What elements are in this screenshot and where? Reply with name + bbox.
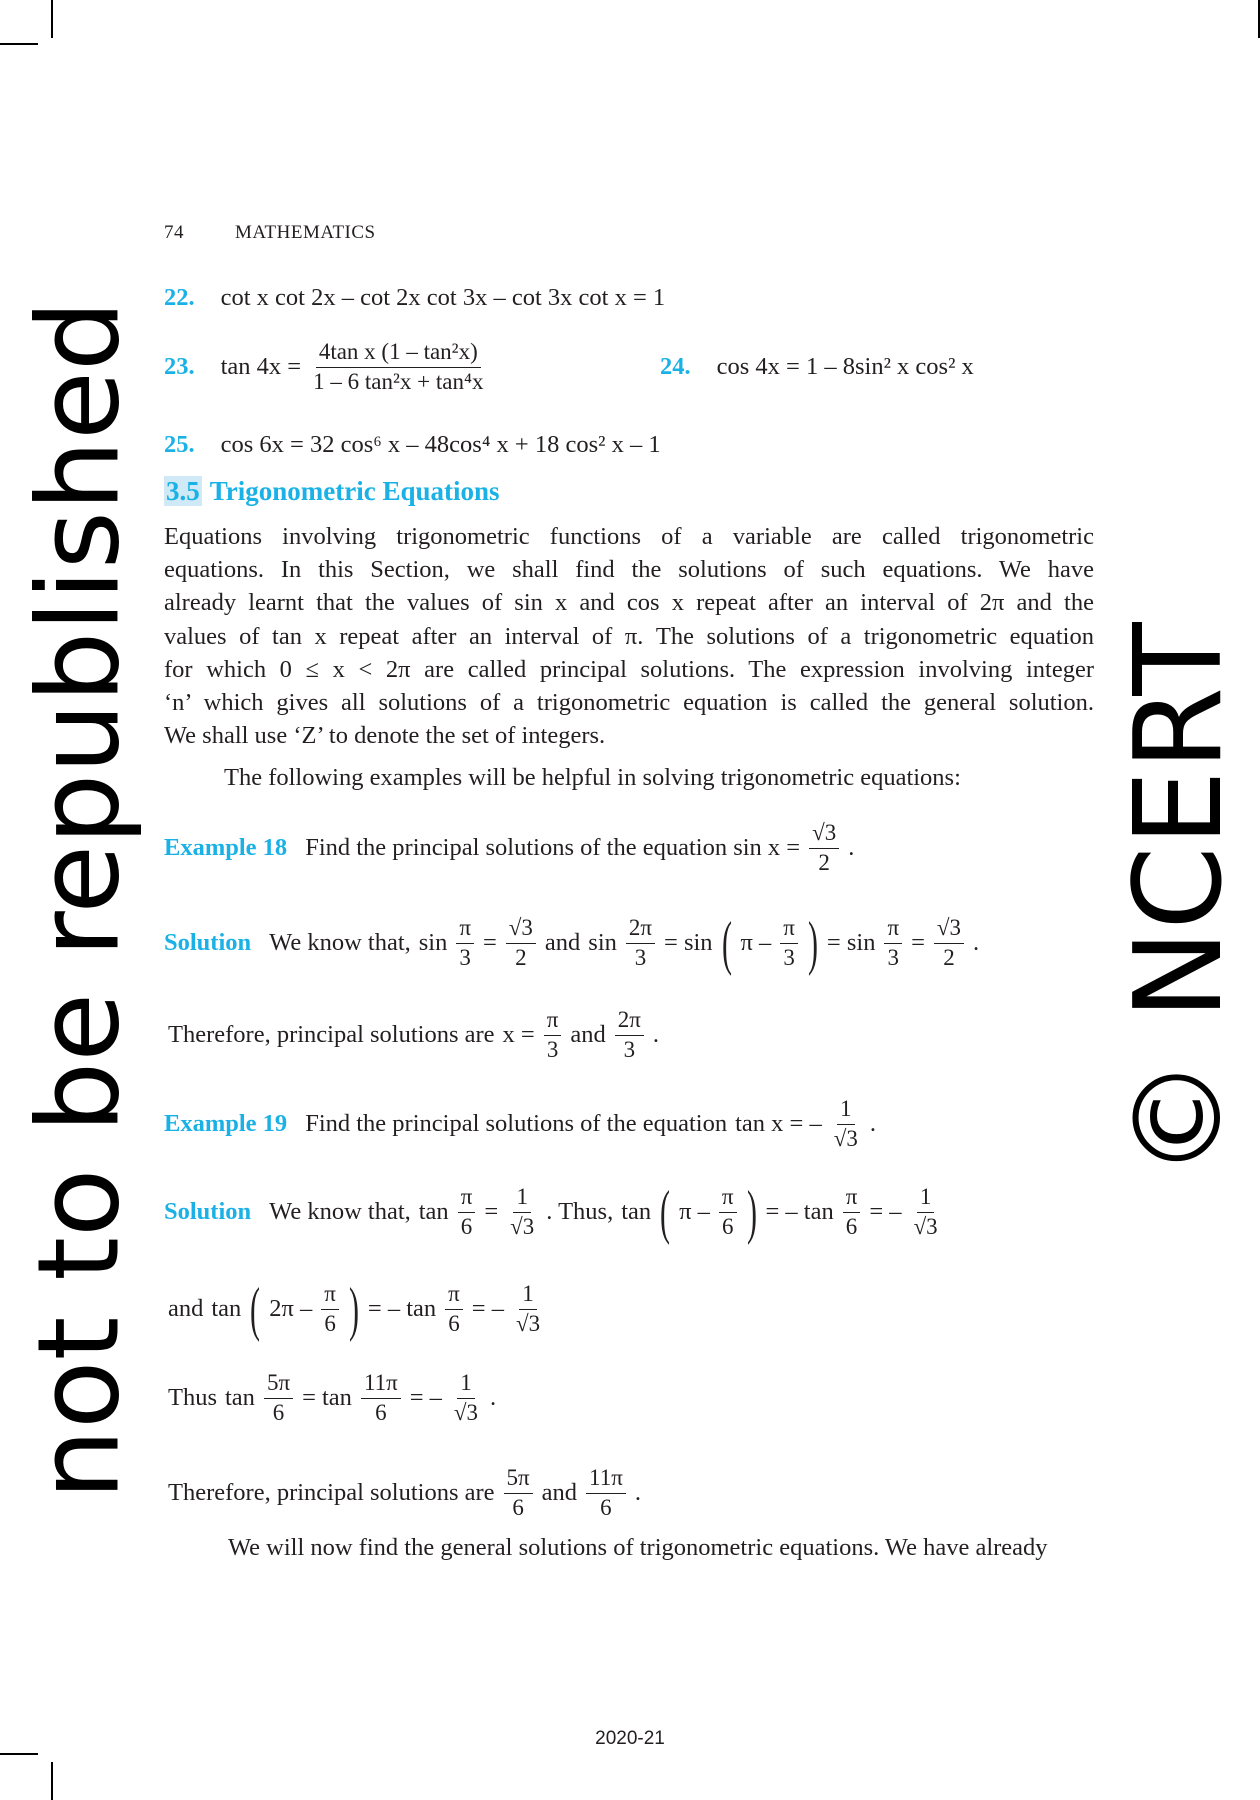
math-text: Therefore, principal solutions are [168,1021,495,1048]
paragraph-line: Equations involving trigonometric functions of a variable are called trigonometric [164,523,1094,550]
fraction-denominator: 3 [634,944,647,970]
exercise-24 [660,332,978,402]
example-19 [164,1089,880,1159]
paragraph-line: values of tan x repeat after an interval of π. The solutions of a trigonometric equation [164,622,1094,650]
example-18 [164,813,858,883]
fraction-numerator: π [843,1183,861,1213]
fraction-numerator: 2π [626,914,655,944]
fraction [884,914,902,973]
fraction [506,914,536,973]
section-title: Trigonometric Equations [209,476,500,506]
math-text: sin [418,929,448,956]
fraction-denominator: 6 [512,1494,524,1520]
fraction [513,1280,543,1339]
math-text: We know that, [269,929,411,956]
example-label: Example 19 [164,1110,288,1137]
fraction-numerator: 5π [264,1369,293,1399]
page-number: 74 [164,222,184,243]
fraction-denominator: 3 [459,944,471,970]
math-text: = tan [302,1384,352,1411]
exercise-22 [164,263,669,333]
fraction-numerator: 1 [457,1369,475,1399]
math-text: tan x = – [735,1110,822,1137]
fraction-numerator: 11π [361,1369,401,1399]
fraction [780,914,798,973]
math-text: Thus [168,1384,217,1411]
conclusion-18 [164,1000,663,1070]
example-label: Solution [164,1198,252,1225]
fraction-denominator: 3 [887,944,900,970]
parenthesis: ( [721,910,732,976]
fraction [310,338,486,397]
fraction-denominator: 3 [623,1036,636,1062]
solution-19-thus [164,1363,500,1433]
fraction-numerator: π [458,1183,476,1213]
math-text: We know that, [269,1198,411,1225]
fraction-denominator: 6 [845,1213,858,1239]
paragraph-line: ‘n’ which gives all solutions of a trigonometric equation is called the general solution. [164,688,1094,716]
fraction [831,1095,861,1154]
math-text: π – [679,1198,710,1225]
parenthesis: ) [807,910,818,976]
math-text: tan 4x = [220,353,302,380]
fraction-numerator: π [544,1006,562,1036]
math-text: . [848,834,855,861]
paragraph-line: equations. In this Section, we shall find the solutions of such equations. We have [164,556,1094,584]
crop-mark [0,43,38,45]
fraction [451,1369,481,1428]
math-text: . [652,1021,659,1048]
solution-19 [164,1177,946,1247]
fraction-denominator: 6 [460,1213,473,1239]
fraction [264,1369,293,1428]
section-heading [164,476,500,507]
fraction-denominator: √3 [510,1213,535,1239]
intro-sentence: The following examples will be helpful in solving trigonometric equations: [224,764,961,791]
fraction-denominator: 6 [600,1494,612,1520]
fraction-denominator: 6 [375,1399,387,1425]
exercise-number: 24. [660,353,691,380]
fraction-denominator: 6 [272,1399,285,1425]
crop-mark [51,1762,53,1800]
fraction-numerator: 1 [513,1183,531,1213]
math-text: cos 4x = 1 – 8sin² x cos² x [716,353,974,380]
math-text: and [544,929,581,956]
math-text: . [973,929,980,956]
fraction-numerator: 1 [519,1280,537,1310]
fraction-denominator: 1 – 6 tan²x + tan⁴x [313,368,484,394]
fraction-numerator: π [780,914,798,944]
fraction [458,1183,476,1242]
math-text: Find the principal solutions of the equation sin x = [305,834,801,861]
math-text: tan [418,1198,449,1225]
fraction-denominator: 2 [943,944,955,970]
paragraph-line: We shall use ‘Z’ to denote the set of integers. [164,722,606,750]
fraction-numerator: 4tan x (1 – tan²x) [316,338,481,368]
watermark-notice: not to be republished [14,300,145,1500]
math-text: and [168,1295,204,1322]
fraction-denominator: 6 [448,1310,460,1336]
fraction-numerator: √3 [809,819,839,849]
fraction-denominator: √3 [913,1213,938,1239]
fraction-numerator: √3 [934,914,964,944]
math-text: = – [869,1198,902,1225]
watermark-copyright: © NCERT [1110,622,1249,1178]
intro-paragraph [164,520,1094,752]
fraction-numerator: 11π [586,1464,626,1494]
math-text: cos 6x = 32 cos⁶ x – 48cos⁴ x + 18 cos² x – 1 [220,431,661,458]
paragraph-line: for which 0 ≤ x < 2π are called principal solutions. The expression involving integer [164,655,1094,683]
math-text: cot x cot 2x – cot 2x cot 3x – cot 3x cot x = 1 [220,284,666,311]
fraction-numerator: 2π [615,1006,644,1036]
fraction [445,1280,463,1339]
fraction-numerator: 1 [837,1095,855,1125]
fraction [361,1369,401,1428]
fraction-denominator: 6 [324,1310,336,1336]
fraction [321,1280,339,1339]
math-text: and [541,1479,578,1506]
math-text: = – [409,1384,442,1411]
math-text: = sin [664,929,713,956]
exercise-25 [164,410,665,480]
solution-18 [164,908,983,978]
exercise-number: 22. [164,284,195,311]
math-text: = [484,1198,499,1225]
section-number: 3.5 [166,476,200,506]
fraction [507,1183,537,1242]
fraction [809,819,839,878]
math-text: We will now find the general solutions of trigonometric equations. We have already [228,1534,1048,1561]
math-text: = – tan [765,1198,834,1225]
math-text: . Thus, [546,1198,614,1225]
math-text: Therefore, principal solutions are [168,1479,495,1506]
paragraph-line: already learnt that the values of sin x and cos x repeat after an interval of 2π and the [164,589,1094,617]
math-text: x = [502,1021,535,1048]
math-text: . [490,1384,497,1411]
math-text: = – [471,1295,504,1322]
fraction [843,1183,861,1242]
math-text: = [911,929,925,956]
parenthesis: ) [746,1179,757,1245]
math-text: and [570,1021,606,1048]
example-label: Example 18 [164,834,288,861]
fraction-denominator: √3 [515,1310,541,1336]
footer-year: 2020-21 [595,1728,665,1749]
crop-mark [0,1753,38,1755]
fraction [456,914,474,973]
fraction [934,914,964,973]
fraction-numerator: π [321,1280,339,1310]
math-text: = sin [826,929,876,956]
running-title: MATHEMATICS [235,222,376,243]
fraction-numerator: 5π [504,1464,533,1494]
math-text: = – tan [367,1295,437,1322]
general-solutions-intro [224,1513,1052,1583]
math-text: sin [588,929,617,956]
fraction-numerator: π [719,1183,737,1213]
fraction [719,1183,737,1242]
math-text: tan [621,1198,652,1225]
fraction [626,914,655,973]
solution-19-and [164,1274,548,1344]
fraction-denominator: 2 [515,944,527,970]
fraction-denominator: √3 [833,1125,858,1151]
fraction [615,1006,644,1065]
fraction-denominator: 3 [783,944,795,970]
fraction-numerator: π [884,914,902,944]
fraction-denominator: 6 [721,1213,734,1239]
fraction [544,1006,562,1065]
fraction-denominator: 2 [818,849,830,875]
crop-mark [51,0,53,38]
math-text: Find the principal solutions of the equation [305,1110,728,1137]
fraction-numerator: √3 [506,914,536,944]
fraction-numerator: 1 [917,1183,935,1213]
parenthesis: ) [348,1276,359,1342]
fraction-numerator: π [445,1280,463,1310]
math-text: . [634,1479,641,1506]
math-text: . [869,1110,876,1137]
math-text: tan [211,1295,242,1322]
fraction-numerator: π [456,914,474,944]
exercise-number: 23. [164,353,195,380]
exercise-23 [164,332,491,402]
parenthesis: ( [250,1276,261,1342]
math-text: 2π – [269,1295,313,1322]
fraction-denominator: √3 [453,1399,479,1425]
math-text: tan [225,1384,255,1411]
math-text: π – [740,929,772,956]
fraction-denominator: 3 [546,1036,559,1062]
example-label: Solution [164,929,252,956]
exercise-number: 25. [164,431,195,458]
fraction [911,1183,941,1242]
parenthesis: ( [660,1179,671,1245]
math-text: = [482,929,497,956]
